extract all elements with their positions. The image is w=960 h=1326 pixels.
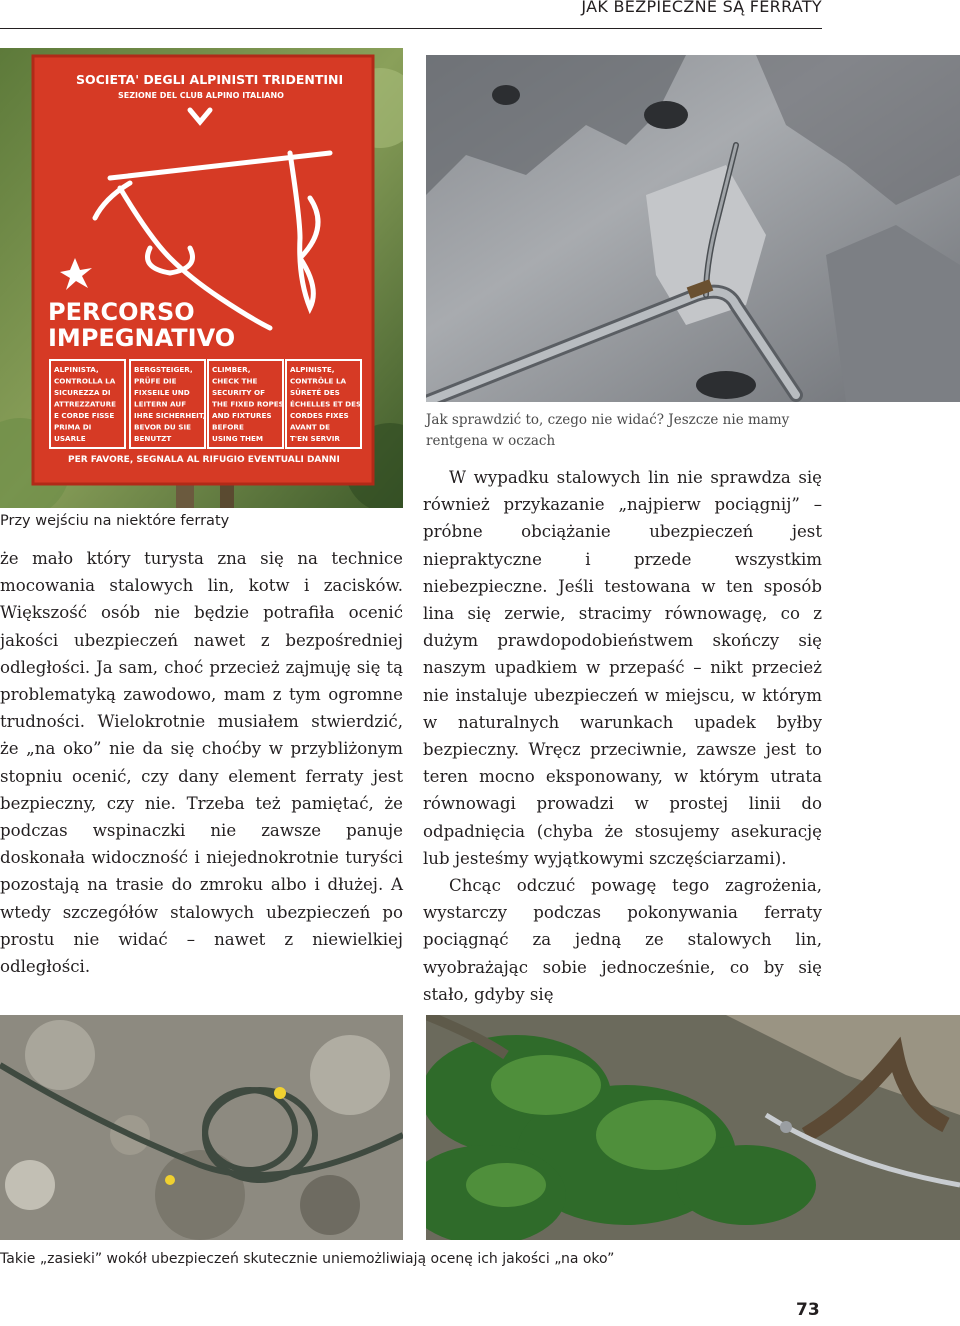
sign-box-line: LEITERN AUF xyxy=(134,399,187,409)
sign-box-line: BERGSTEIGER, xyxy=(134,365,193,374)
sign-box-line: IHRE SICHERHEIT, xyxy=(134,411,206,420)
bottom-photos-caption: Takie „zasieki” wokół ubezpieczeń skutecznie uniemożliwiają ocenę ich jakości „na oko” xyxy=(0,1251,615,1267)
sign-section-text: SEZIONE DEL CLUB ALPINO ITALIANO xyxy=(118,91,284,100)
sign-box-line: CORDES FIXES xyxy=(290,411,349,420)
sign-footer-text: PER FAVORE, SEGNALA AL RIFUGIO EVENTUALI DANNI xyxy=(68,455,340,465)
cable-photo-caption: Jak sprawdzić to, czego nie widać? Jeszcze nie mamy rentgena w oczach xyxy=(426,412,790,449)
coiled-cable-photo xyxy=(0,1015,403,1240)
sign-box-line: E CORDE FISSE xyxy=(54,411,115,420)
sign-box-line: USING THEM xyxy=(212,434,264,443)
left-text-column xyxy=(0,545,403,980)
sign-box-line: ALPINISTA, xyxy=(54,365,99,374)
running-header: JAK BEZPIECZNE SĄ FERRATY xyxy=(581,0,822,16)
right-text-column xyxy=(423,464,822,1008)
sign-box-line: SÛRETÉ DES xyxy=(290,388,340,397)
sign-box-line: BEVOR DU SIE xyxy=(134,422,192,432)
sign-title-2: IMPEGNATIVO xyxy=(48,324,236,352)
sign-box-line: PRIMA DI xyxy=(54,422,92,432)
sign-box-line: FIXSEILE UND xyxy=(134,388,190,397)
right-paragraph-2: Chcąc odczuć powagę tego zagrożenia, wystarczy podczas pokonywania ferraty pociągnąć za jedną ze stalowych lin, wyobrażając sobie jednocześnie, co by się stało, gdyby się xyxy=(423,876,822,1004)
sign-box-line: CONTROLLA LA xyxy=(54,376,116,386)
sign-box-line: ÉCHELLES ET DES xyxy=(290,399,362,409)
pine-cable-photo xyxy=(426,1015,960,1240)
sign-box-line: ALPINISTE, xyxy=(290,365,335,374)
sign-box-line: USARLE xyxy=(54,434,86,443)
sign-box-line: PRÜFE DIE xyxy=(134,376,177,386)
sign-box-line: BEFORE xyxy=(212,422,244,432)
sign-box-line: AVANT DE xyxy=(290,422,331,432)
sign-box-line: SICUREZZA DI xyxy=(54,388,111,397)
sign-box-line: CONTRÔLE LA xyxy=(290,376,347,386)
page-number: 73 xyxy=(796,1300,820,1320)
left-paragraph: że mało który turysta zna się na technice mocowania stalowych lin, kotw i zacisków. Większość osób nie będzie potrafiła ocenić jakości ubezpieczeń nawet z bezpośredniej odległości. Ja sam, choć przecież zajmuję się tą problematyką zawodowo, mam z tym ogromne trudności. Wielokrotnie musiałem stwierdzić, że „na oko” nie da się choćby w przybliżonym stopniu ocenić, czy dany element ferraty jest bezpieczny, czy nie. Trzeba też pamiętać, że podczas wspinaczki nie zawsze panuje doskonała widoczność i niejednokrotnie turyści pozostają na trasie do zmroku albo i dłużej. A wtedy szczegółów stalowych ubezpieczeń po prostu nie widać – nawet z niewielkiej odległości. xyxy=(0,549,403,977)
cable-rock-photo xyxy=(426,55,960,402)
sign-box-line: THE FIXED ROPES xyxy=(212,399,284,409)
sign-box-line: ATTREZZATURE xyxy=(54,399,117,409)
sign-title-1: PERCORSO xyxy=(48,298,195,326)
sign-box-line: T'EN SERVIR xyxy=(290,434,340,443)
sign-org-text: SOCIETA' DEGLI ALPINISTI TRIDENTINI xyxy=(76,72,344,87)
header-rule xyxy=(0,28,822,29)
sign-box-line: AND FIXTURES xyxy=(212,411,272,420)
sign-photo-caption: Przy wejściu na niektóre ferraty xyxy=(0,513,230,529)
sign-box-line: BENUTZT xyxy=(134,434,172,443)
sign-box-line: CLIMBER, xyxy=(212,365,251,374)
sign-box-line: CHECK THE xyxy=(212,376,258,386)
right-paragraph-1: W wypadku stalowych lin nie sprawdza się również przykazanie „najpierw pociągnij” – próbne obciążanie ubezpieczeń jest niepraktyczne i przede wszystkim niebezpieczne. Jeśli testowana w ten sposób lina się zerwie, stracimy równowagę, co z dużym prawdopodobieństwem skończy się naszym upadkiem w przepaść – nikt przecież nie instaluje ubezpieczeń w miejscu, w którym w naturalnych warunkach upadek byłby bezpieczny. Wręcz przeciwnie, zawsze jest to teren mocno eksponowany, w którym utrata równowagi prowadzi w prostej linii do odpadnięcia (chyba że stosujemy asekurację lub jesteśmy wyjątkowymi szczęściarzami). xyxy=(423,468,822,868)
sign-photo xyxy=(0,48,403,508)
sign-box-line: SECURITY OF xyxy=(212,388,266,397)
